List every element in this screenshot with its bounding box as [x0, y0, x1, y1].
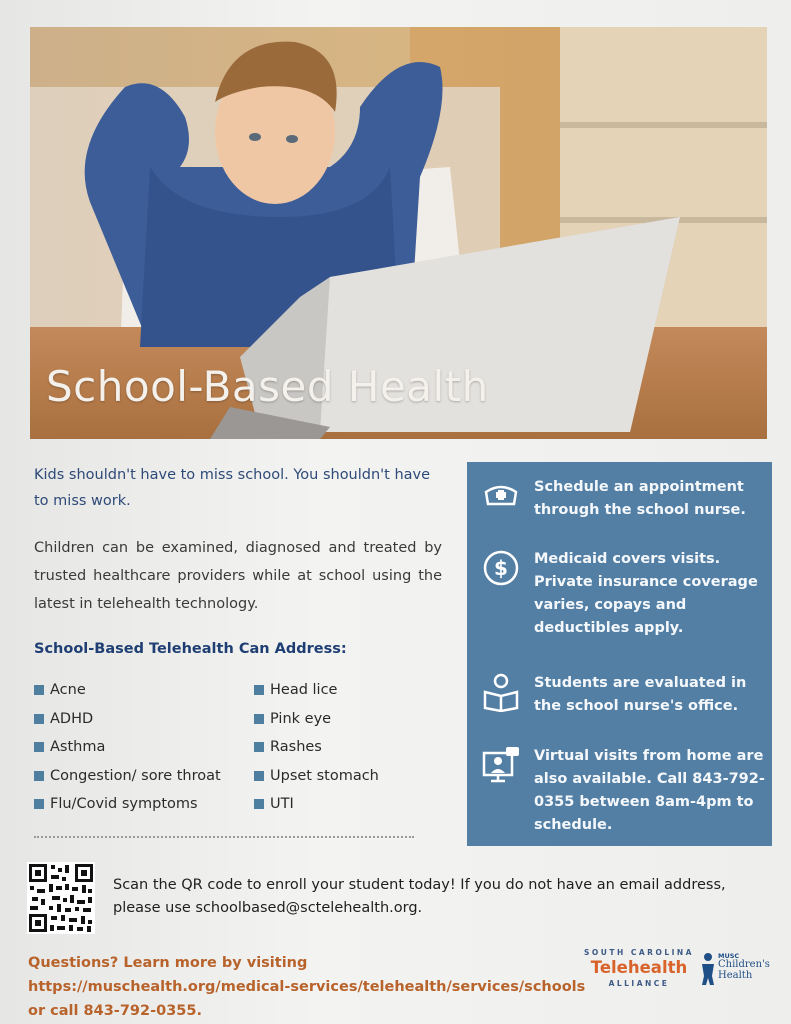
square-bullet-icon: [254, 771, 264, 781]
sc-telehealth-alliance-logo: SOUTH CAROLINA Telehealth ALLIANCE: [584, 948, 694, 988]
dotted-divider: [34, 836, 414, 838]
conditions-list-left: [34, 676, 221, 819]
svg-text:$: $: [494, 556, 508, 580]
enroll-instructions: Scan the QR code to enroll your student today! If you do not have an email address, please use schoolbased@sctelehealth.org.: [113, 877, 726, 916]
hero-title: School-Based Health: [46, 362, 489, 411]
square-bullet-icon: [34, 742, 44, 752]
child-figure-icon: [700, 952, 716, 986]
questions-block: [28, 951, 588, 1023]
list-item: Acne: [34, 676, 221, 705]
phone-line: or call 843-792-0355.: [28, 1003, 202, 1019]
list-item: UTI: [254, 790, 379, 819]
conditions-list-right: [254, 676, 379, 819]
conditions-heading: School-Based Telehealth Can Address:: [34, 641, 347, 657]
square-bullet-icon: [254, 742, 264, 752]
questions-line: Questions? Learn more by visiting: [28, 955, 308, 971]
student-book-icon: [481, 672, 521, 712]
info-panel: Schedule an appointment through the school nurse. $ Medicaid covers visits. Private insurance coverage varies, copays and deductibles apply. Students are evaluated in the school nurse's office. Virtual visits from home are also available. Call 843-792-0355 between 8am-4pm to schedule.: [467, 462, 772, 846]
hero-photo: [30, 27, 767, 439]
list-item: Flu/Covid symptoms: [34, 790, 221, 819]
list-item: ADHD: [34, 705, 221, 734]
square-bullet-icon: [34, 799, 44, 809]
virtual-visit-icon: [481, 745, 521, 785]
dollar-icon: [481, 548, 521, 588]
qr-code[interactable]: [27, 862, 95, 934]
square-bullet-icon: [34, 771, 44, 781]
musc-childrens-health-logo: MUSC Children's Health: [700, 950, 770, 990]
square-bullet-icon: [254, 799, 264, 809]
intro-paragraph-1: Kids shouldn't have to miss school. You shouldn't have to miss work.: [34, 467, 431, 509]
schools-link[interactable]: https://muschealth.org/medical-services/telehealth/services/schools: [28, 979, 586, 995]
square-bullet-icon: [34, 714, 44, 724]
square-bullet-icon: [254, 714, 264, 724]
intro-paragraph-2: Children can be examined, diagnosed and treated by trusted healthcare providers while at school using the latest in telehealth technology.: [34, 540, 442, 612]
list-item: Congestion/ sore throat: [34, 762, 221, 791]
nurse-cap-icon: [481, 478, 521, 518]
list-item: Head lice: [254, 676, 379, 705]
square-bullet-icon: [34, 685, 44, 695]
square-bullet-icon: [254, 685, 264, 695]
list-item: Pink eye: [254, 705, 379, 734]
list-item: Asthma: [34, 733, 221, 762]
list-item: Upset stomach: [254, 762, 379, 791]
list-item: Rashes: [254, 733, 379, 762]
